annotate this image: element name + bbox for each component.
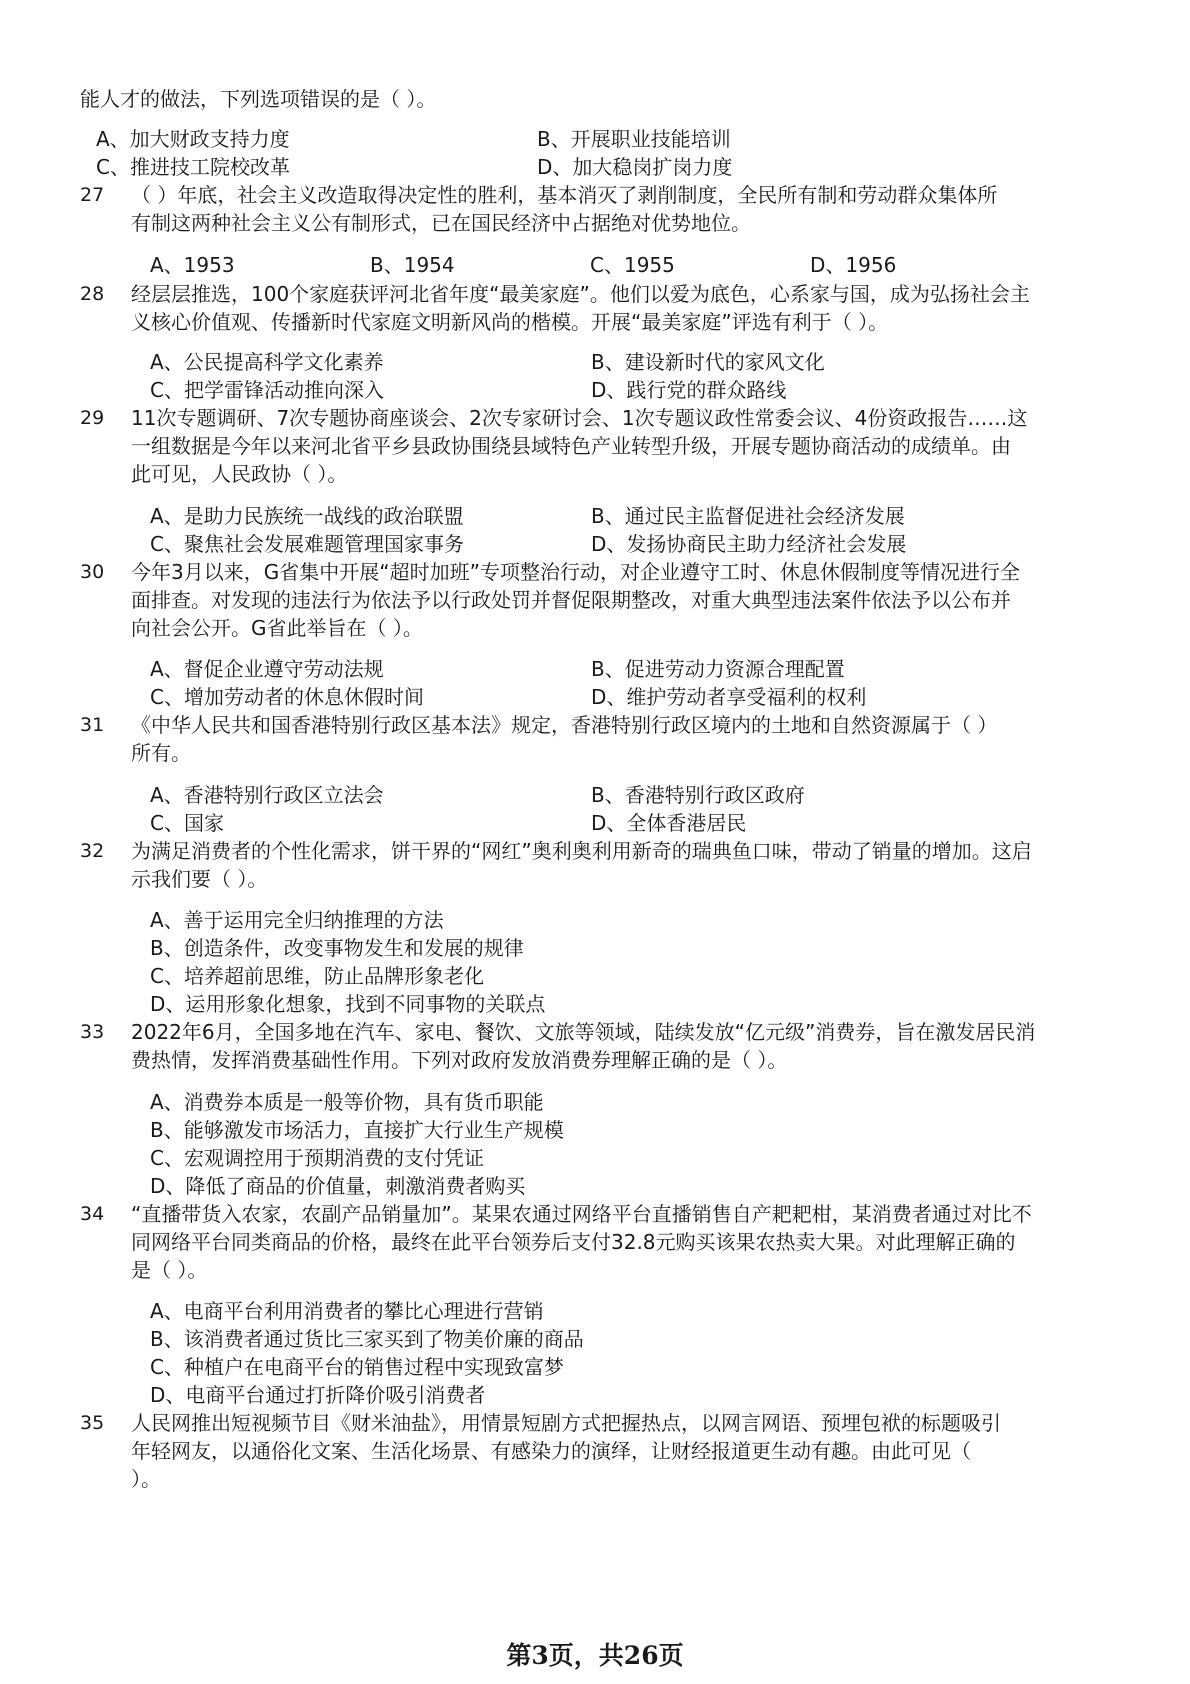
option-c: C、种植户在电商平台的销售过程中实现致富梦 [150, 1355, 564, 1379]
option-a: A、公民提高科学文化素养 [150, 350, 384, 374]
option-c: C、推进技工院校改革 [96, 155, 290, 179]
option-a: A、督促企业遵守劳动法规 [150, 657, 384, 681]
question-stem-line: 此可见，人民政协（ ）。 [131, 462, 348, 486]
option-b: B、香港特别行政区政府 [591, 783, 805, 807]
question-number: 31 [80, 714, 105, 736]
option-c: C、把学雷锋活动推向深入 [150, 378, 384, 402]
question-stem-line: 同网络平台同类商品的价格，最终在此平台领券后支付32.8元购买该果农热卖大果。对此理解正确的 [131, 1230, 1016, 1254]
option-c: C、增加劳动者的休息休假时间 [150, 685, 424, 709]
option-d: D、发扬协商民主助力经济社会发展 [591, 532, 907, 556]
question-number: 27 [80, 184, 105, 206]
question-number: 29 [80, 407, 105, 429]
question-stem-line: 人民网推出短视频节目《财米油盐》，用情景短剧方式把握热点，以网言网语、预埋包袱的标题吸引 [131, 1411, 1001, 1435]
page-number-footer: 第3页，共26页 [506, 1641, 684, 1670]
option-c: C、1955 [590, 253, 675, 277]
option-c: C、聚焦社会发展难题管理国家事务 [150, 532, 464, 556]
question-stem-line: 一组数据是今年以来河北省平乡县政协围绕县域特色产业转型升级，开展专题协商活动的成绩单。由 [131, 434, 1011, 458]
question-stem-line: 有制这两种社会主义公有制形式，已在国民经济中占据绝对优势地位。 [131, 211, 751, 235]
question-stem-line: 费热情，发挥消费基础性作用。下列对政府发放消费券理解正确的是（ ）。 [131, 1048, 788, 1072]
question-number: 33 [80, 1021, 105, 1043]
option-a: A、1953 [150, 253, 235, 277]
option-a: A、加大财政支持力度 [96, 127, 290, 151]
option-c: C、宏观调控用于预期消费的支付凭证 [150, 1146, 484, 1170]
question-stem-line: “直播带货入农家，农副产品销量加”。某果农通过网络平台直播销售自产耙耙柑，某消费者通过对比不 [131, 1202, 1032, 1226]
option-d: D、1956 [810, 253, 897, 277]
question-stem-line: 11次专题调研、7次专题协商座谈会、2次专家研讨会、1次专题议政性常委会议、4份资政报告……这 [131, 406, 1028, 430]
question-number: 32 [80, 840, 105, 862]
option-b: B、创造条件，改变事物发生和发展的规律 [150, 936, 524, 960]
option-b: B、促进劳动力资源合理配置 [591, 657, 845, 681]
option-d: D、践行党的群众路线 [591, 378, 787, 402]
question-stem-line: 今年3月以来，G省集中开展“超时加班”专项整治行动，对企业遵守工时、休息休假制度等情况进行全 [131, 560, 1020, 584]
question-stem-line: 是（ ）。 [131, 1258, 208, 1282]
option-d: D、加大稳岗扩岗力度 [537, 155, 733, 179]
question-stem-line: 2022年6月，全国多地在汽车、家电、餐饮、文旅等领域，陆续发放“亿元级”消费券，旨在激发居民消 [131, 1020, 1036, 1044]
option-b: B、能够激发市场活力，直接扩大行业生产规模 [150, 1118, 564, 1142]
option-d: D、全体香港居民 [591, 811, 747, 835]
option-b: B、通过民主监督促进社会经济发展 [591, 504, 905, 528]
question-stem-line: 所有。 [131, 741, 191, 765]
question-stem-line: （ ）年底，社会主义改造取得决定性的胜利，基本消灭了剥削制度，全民所有制和劳动群众集体所 [131, 183, 998, 207]
option-b: B、1954 [370, 253, 455, 277]
question-stem-line: 年轻网友，以通俗化文案、生活化场景、有感染力的演绎，让财经报道更生动有趣。由此可见（ [131, 1439, 971, 1463]
option-b: B、开展职业技能培训 [537, 127, 731, 151]
option-a: A、香港特别行政区立法会 [150, 783, 384, 807]
question-stem-line: ）。 [131, 1467, 161, 1491]
option-a: A、是助力民族统一战线的政治联盟 [150, 504, 464, 528]
option-b: B、该消费者通过货比三家买到了物美价廉的商品 [150, 1327, 584, 1351]
option-a: A、消费券本质是一般等价物，具有货币职能 [150, 1090, 544, 1114]
question-number: 35 [80, 1412, 105, 1434]
option-d: D、维护劳动者享受福利的权利 [591, 685, 867, 709]
option-d: D、降低了商品的价值量，刺激消费者购买 [150, 1174, 526, 1198]
option-d: D、运用形象化想象，找到不同事物的关联点 [150, 992, 546, 1016]
question-stem-line: 示我们要（ ）。 [131, 867, 268, 891]
question-stem-line: 面排查。对发现的违法行为依法予以行政处罚并督促限期整改，对重大典型违法案件依法予以公布并 [131, 588, 1011, 612]
option-a: A、善于运用完全归纳推理的方法 [150, 908, 444, 932]
option-d: D、电商平台通过打折降价吸引消费者 [150, 1383, 486, 1407]
question-number: 30 [80, 561, 105, 583]
question-stem-line: 向社会公开。G省此举旨在（ ）。 [131, 616, 423, 640]
option-a: A、电商平台利用消费者的攀比心理进行营销 [150, 1299, 544, 1323]
question-stem-line: 经层层推选，100个家庭获评河北省年度“最美家庭”。他们以爱为底色，心系家与国，成为弘扬社会主 [131, 282, 1030, 306]
question-number: 28 [80, 283, 105, 305]
question-stem-line: 义核心价值观、传播新时代家庭文明新风尚的楷模。开展“最美家庭”评选有利于（ ）。 [131, 310, 889, 334]
question-26-stem-line: 能人才的做法，下列选项错误的是（ ）。 [80, 87, 437, 111]
question-stem-line: 《中华人民共和国香港特别行政区基本法》规定，香港特别行政区境内的土地和自然资源属于（ ） [131, 713, 998, 737]
option-b: B、建设新时代的家风文化 [591, 350, 825, 374]
question-number: 34 [80, 1203, 105, 1225]
option-c: C、培养超前思维，防止品牌形象老化 [150, 964, 484, 988]
question-stem-line: 为满足消费者的个性化需求，饼干界的“网红”奥利奥利用新奇的瑞典鱼口味，带动了销量的增加。这启 [131, 839, 1032, 863]
option-c: C、国家 [150, 811, 224, 835]
